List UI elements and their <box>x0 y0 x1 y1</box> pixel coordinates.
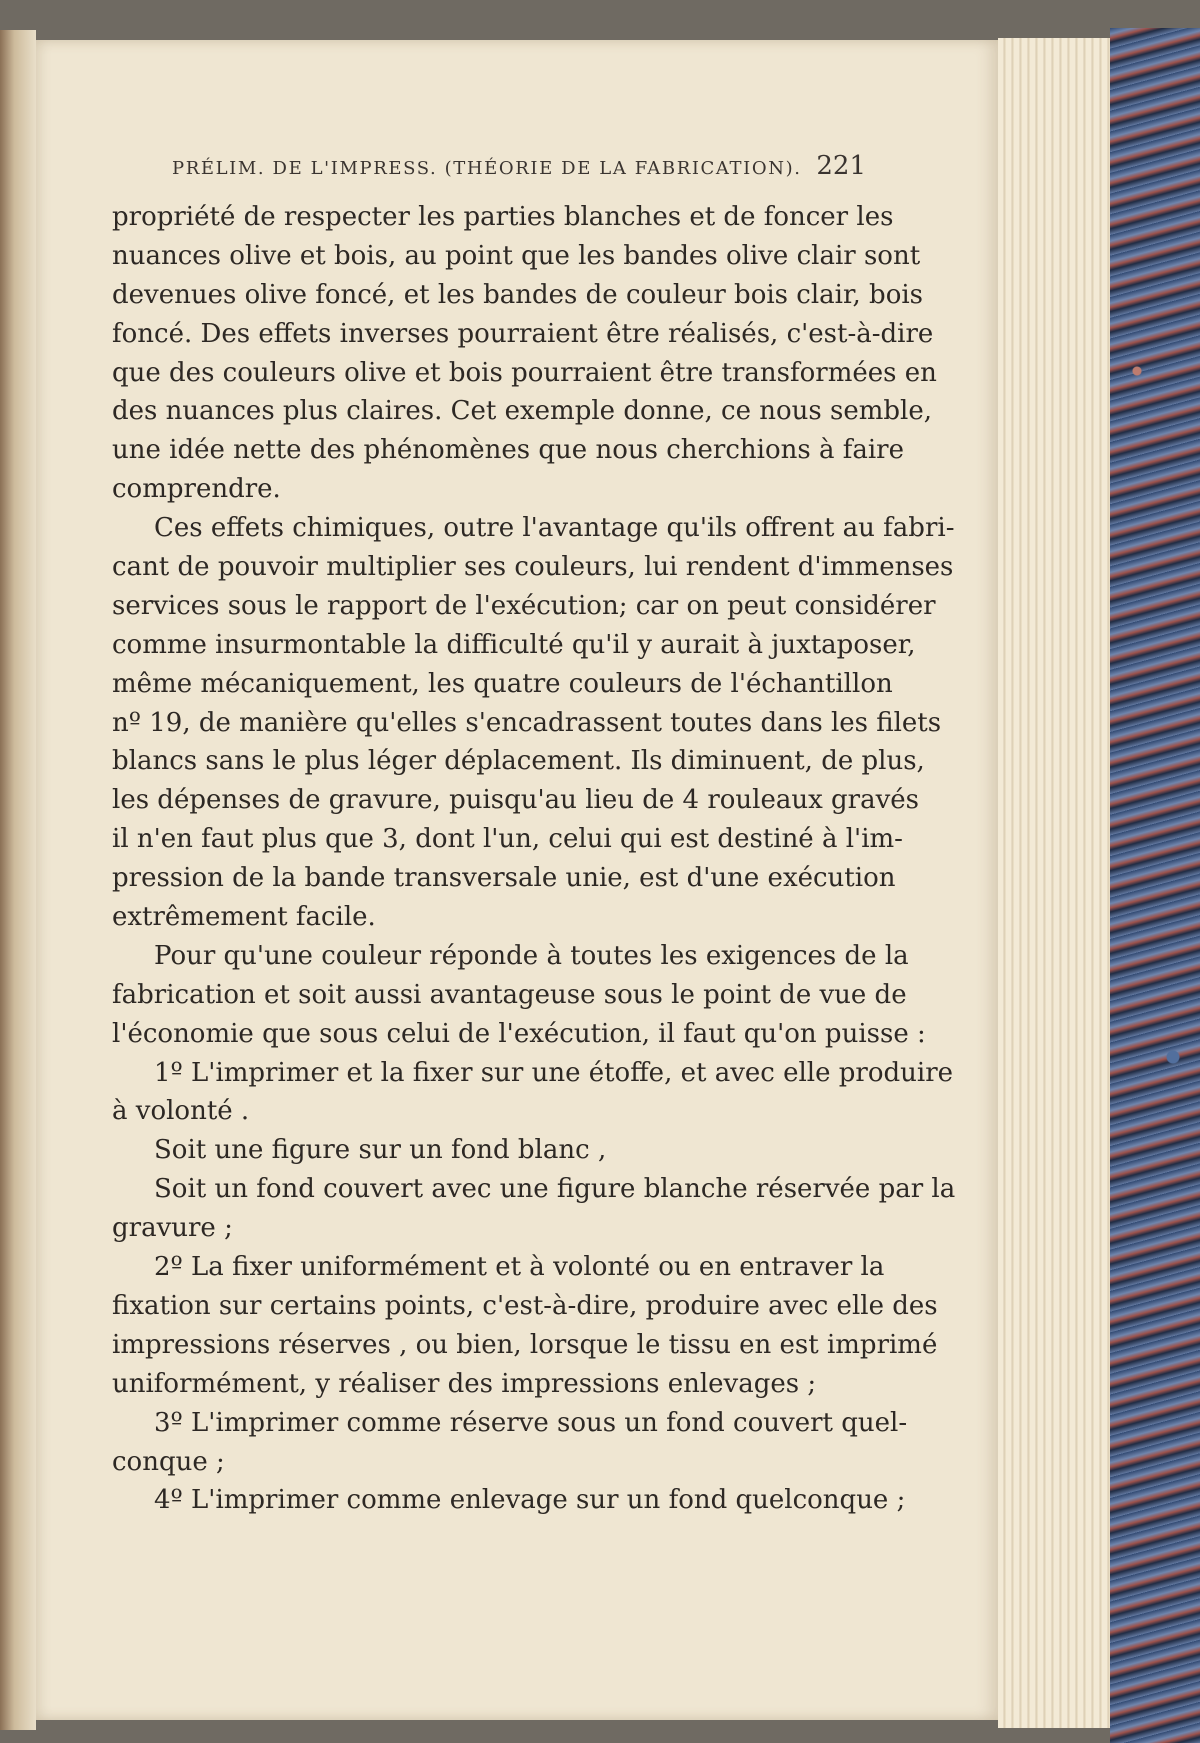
text-line: conque ; <box>112 1446 225 1477</box>
marbled-cover-board <box>1110 28 1200 1743</box>
text-line: blancs sans le plus léger déplacement. Ils diminuent, de plus, <box>112 746 925 777</box>
text-line: une idée nette des phénomènes que nous cherchions à faire <box>112 435 904 466</box>
text-line: que des couleurs olive et bois pourraient être transformées en <box>112 357 937 388</box>
text-line: propriété de respecter les parties blanches et de foncer les <box>112 202 894 232</box>
running-head: PRÉLIM. DE L'IMPRESS. (THÉORIE DE LA FABRICATION). <box>172 158 802 179</box>
text-line: fabrication et soit aussi avantageuse sous le point de vue de <box>112 979 907 1010</box>
text-line: uniformément, y réaliser des impressions enlevages ; <box>112 1368 817 1399</box>
text-line: l'économie que sous celui de l'exécution, il faut qu'on puisse : <box>112 1018 926 1049</box>
text-line: foncé. Des effets inverses pourraient être réalisés, c'est-à-dire <box>112 318 934 349</box>
text-line: 1º L'imprimer et la fixer sur une étoffe, et avec elle produire <box>154 1057 954 1088</box>
page-number: 221 <box>816 151 866 181</box>
text-line: pression de la bande transversale unie, est d'une exécution <box>112 863 896 894</box>
text-line: 4º L'imprimer comme enlevage sur un fond quelconque ; <box>154 1485 906 1516</box>
text-line: à volonté . <box>112 1096 250 1127</box>
text-line: nuances olive et bois, au point que les bandes olive clair sont <box>112 240 921 271</box>
text-line: nº 19, de manière qu'elles s'encadrassent toutes dans les filets <box>112 707 942 738</box>
text-line: Pour qu'une couleur réponde à toutes les exigences de la <box>154 940 909 971</box>
left-page-edge <box>0 30 36 1730</box>
text-line: les dépenses de gravure, puisqu'au lieu de 4 rouleaux gravés <box>112 785 920 816</box>
text-line: Ces effets chimiques, outre l'avantage qu'ils offrent au fabri- <box>154 513 955 544</box>
text-line: 2º La fixer uniformément et à volonté ou en entraver la <box>154 1252 885 1283</box>
text-line: Soit un fond couvert avec une figure blanche réservée par la <box>154 1174 956 1205</box>
text-line: services sous le rapport de l'exécution; car on peut considérer <box>112 590 936 621</box>
text-line: comprendre. <box>112 474 281 505</box>
text-line: devenues olive foncé, et les bandes de couleur bois clair, bois <box>112 279 924 310</box>
text-line: Soit une figure sur un fond blanc , <box>154 1135 607 1166</box>
text-line: fixation sur certains points, c'est-à-dire, produire avec elle des <box>112 1290 938 1321</box>
text-line: des nuances plus claires. Cet exemple donne, ce nous semble, <box>112 396 932 427</box>
page-fore-edge <box>998 38 1110 1728</box>
text-line: cant de pouvoir multiplier ses couleurs, lui rendent d'immenses <box>112 552 954 583</box>
text-line: il n'en faut plus que 3, dont l'un, celui qui est destiné à l'im- <box>112 824 903 855</box>
text-line: même mécaniquement, les quatre couleurs de l'échantillon <box>112 668 893 699</box>
text-line: gravure ; <box>112 1213 233 1244</box>
text-line: extrêmement facile. <box>112 902 376 933</box>
text-line: impressions réserves , ou bien, lorsque le tissu en est imprimé <box>112 1329 938 1360</box>
text-line: comme insurmontable la difficulté qu'il y aurait à juxtaposer, <box>112 629 916 660</box>
text-line: 3º L'imprimer comme réserve sous un fond couvert quel- <box>154 1407 908 1438</box>
body-text <box>112 198 956 1520</box>
